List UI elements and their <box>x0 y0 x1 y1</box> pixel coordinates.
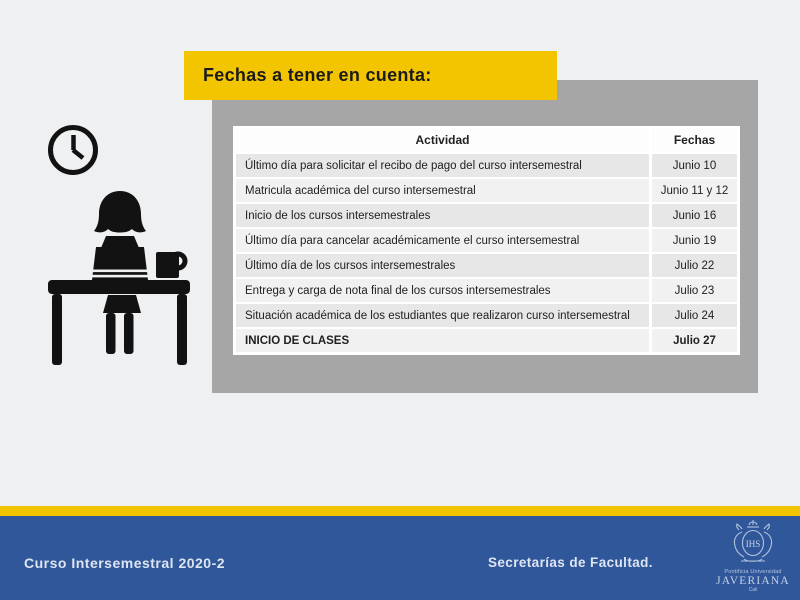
table-row <box>236 179 737 202</box>
footer-bar <box>0 516 800 600</box>
header-fechas: Fechas <box>652 128 737 152</box>
table-row-inicio-de-clases <box>236 329 737 352</box>
activity-cell: Entrega y carga de nota final de los cursos intersemestrales <box>236 279 649 302</box>
footer-accent-stripe <box>0 506 800 516</box>
activity-cell: Último día de los cursos intersemestrales <box>236 254 649 277</box>
logo-city: Cali <box>748 587 758 593</box>
page-title: Fechas a tener en cuenta: <box>203 65 432 85</box>
schedule-table <box>233 126 740 355</box>
javeriana-logo <box>708 518 798 593</box>
activity-cell: Último día para solicitar el recibo de pago del curso intersemestral <box>236 154 649 177</box>
date-cell: Junio 19 <box>652 229 737 252</box>
table-row <box>236 154 737 177</box>
footer-course-label: Curso Intersemestral 2020-2 <box>24 555 226 571</box>
date-cell: Julio 27 <box>652 329 737 352</box>
table-row <box>236 229 737 252</box>
activity-cell: Situación académica de los estudiantes que realizaron curso intersemestral <box>236 304 649 327</box>
header-actividad: Actividad <box>236 128 649 152</box>
activity-cell: Último día para cancelar académicamente el curso intersemestral <box>236 229 649 252</box>
date-cell: Junio 11 y 12 <box>652 179 737 202</box>
table-header-row <box>236 128 737 152</box>
person-at-desk-icon <box>44 186 196 368</box>
table-row <box>236 254 737 277</box>
clock-icon <box>47 124 99 176</box>
title-banner <box>184 51 557 100</box>
activity-cell: Inicio de los cursos intersemestrales <box>236 204 649 227</box>
date-cell: Junio 16 <box>652 204 737 227</box>
javeriana-crest-icon <box>727 518 779 568</box>
activity-cell: Matricula académica del curso intersemestral <box>236 179 649 202</box>
table-row <box>236 279 737 302</box>
crest-monogram: IHS <box>745 539 761 549</box>
date-cell: Julio 23 <box>652 279 737 302</box>
date-cell: Julio 24 <box>652 304 737 327</box>
date-cell: Julio 22 <box>652 254 737 277</box>
date-cell: Junio 10 <box>652 154 737 177</box>
table-row <box>236 304 737 327</box>
logo-university-line: Pontificia Universidad <box>724 569 782 575</box>
footer-secretarias-label: Secretarías de Facultad. <box>488 555 653 570</box>
table-row <box>236 204 737 227</box>
activity-cell: INICIO DE CLASES <box>236 329 649 352</box>
logo-name: JAVERIANA <box>716 575 790 587</box>
